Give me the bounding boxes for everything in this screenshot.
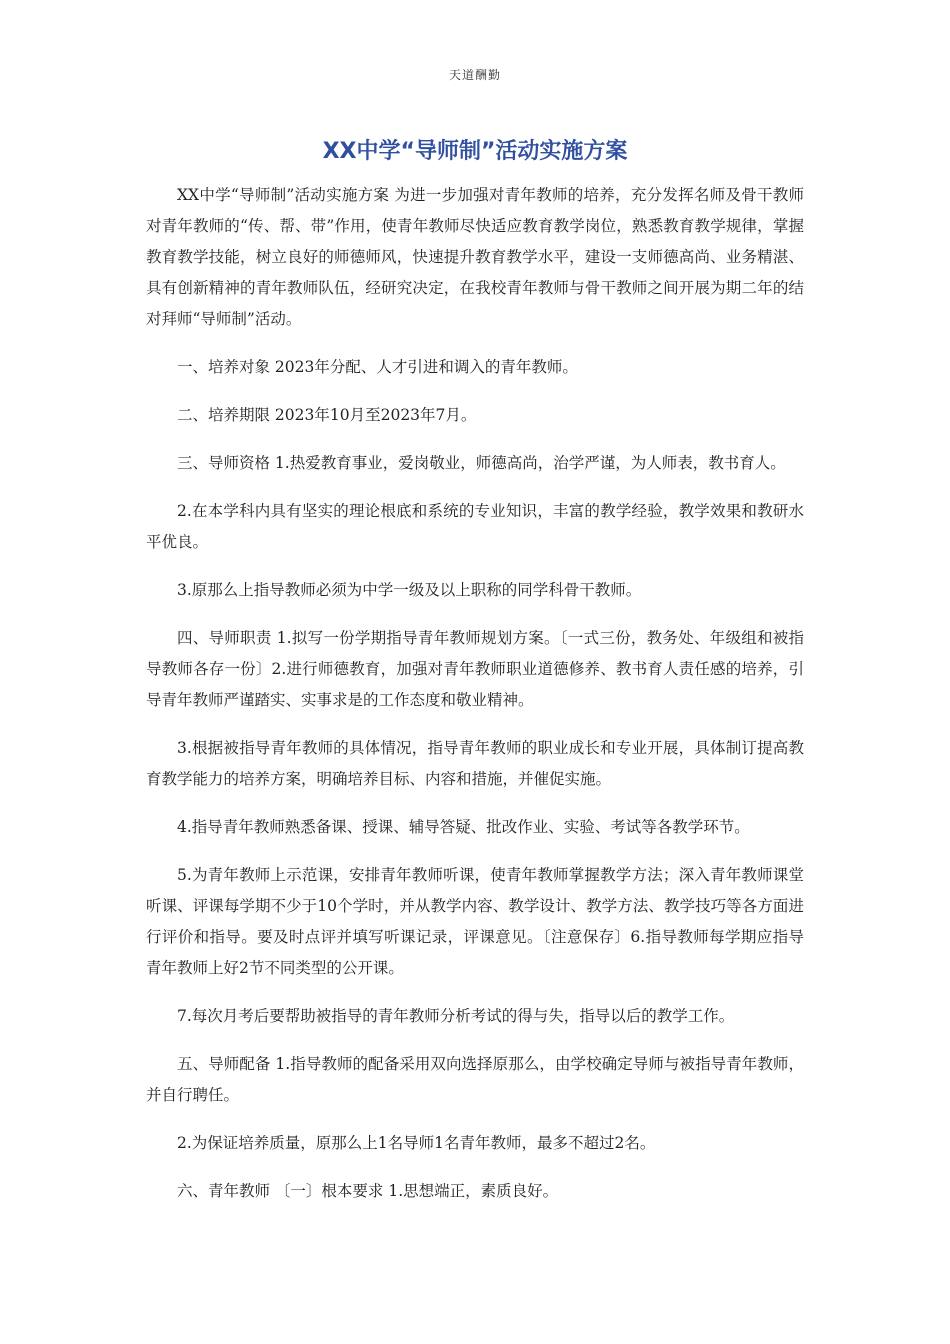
paragraph-section-1: 一、培养对象 2023年分配、人才引进和调入的青年教师。 [177, 358, 578, 376]
paragraph-section-2: 二、培养期限 2023年10月至2023年7月。 [177, 406, 477, 424]
paragraph-intro: XX中学“导师制”活动实施方案 为进一步加强对青年教师的培养，充分发挥名师及骨干教师对青年教师的“传、帮、带”作用，使青年教师尽快适应教育教学岗位，熟悉教育教学规律，掌握教育教学技能，树立良好的师德师风，快速提升教育教学水平，建设一支师德高尚、业务精湛、具有创新精神的青年教师队伍，经研究决定，在我校青年教师与骨干教师之间开展为期二年的结对拜师“导师制”活动。 [146, 186, 804, 328]
paragraph-section-3: 三、导师资格 1.热爱教育事业，爱岗敬业，师德高尚，治学严谨，为人师表，教书育人。 [177, 454, 786, 472]
paragraph-section-5: 五、导师配备 1.指导教师的配备采用双向选择原那么，由学校确定导师与被指导青年教师，并自行聘任。 [146, 1055, 804, 1104]
paragraph-section-3-item-2: 2.在本学科内具有坚实的理论根底和系统的专业知识，丰富的教学经验，教学效果和教研水平优良。 [146, 502, 804, 551]
paragraph-section-4-item-5: 5.为青年教师上示范课，安排青年教师听课，使青年教师掌握教学方法；深入青年教师课堂听课、评课每学期不少于10个学时，并从教学内容、教学设计、教学方法、教学技巧等各方面进行评价和指导。要及时点评并填写听课记录，评课意见。〔注意保存〕6.指导教师每学期应指导青年教师上好2节不同类型的公开课。 [146, 866, 804, 977]
paragraph-section-4-item-3: 3.根据被指导青年教师的具体情况，指导青年教师的职业成长和专业开展，具体制订提高教育教学能力的培养方案，明确培养目标、内容和措施，并催促实施。 [146, 739, 804, 788]
document-title: XX中学“导师制”活动实施方案 [322, 139, 628, 164]
paragraph-section-4: 四、导师职责 1.拟写一份学期指导青年教师规划方案。〔一式三份，教务处、年级组和被指导教师各存一份〕2.进行师德教育，加强对青年教师职业道德修养、教书育人责任感的培养，引导青年教师严谨踏实、实事求是的工作态度和敬业精神。 [146, 629, 804, 709]
paragraph-section-6: 六、青年教师 〔一〕根本要求 1.思想端正，素质良好。 [177, 1182, 559, 1200]
document-body [146, 180, 804, 1224]
paragraph-section-4-item-7: 7.每次月考后要帮助被指导的青年教师分析考试的得与失，指导以后的教学工作。 [177, 1007, 735, 1025]
page-header: 天道酬勤 [448, 68, 501, 82]
paragraph-section-4-item-4: 4.指导青年教师熟悉备课、授课、辅导答疑、批改作业、实验、考试等各教学环节。 [177, 818, 750, 836]
paragraph-section-5-item-2: 2.为保证培养质量，原那么上1名导师1名青年教师，最多不超过2名。 [177, 1134, 656, 1152]
paragraph-section-3-item-3: 3.原那么上指导教师必须为中学一级及以上职称的同学科骨干教师。 [177, 581, 642, 599]
